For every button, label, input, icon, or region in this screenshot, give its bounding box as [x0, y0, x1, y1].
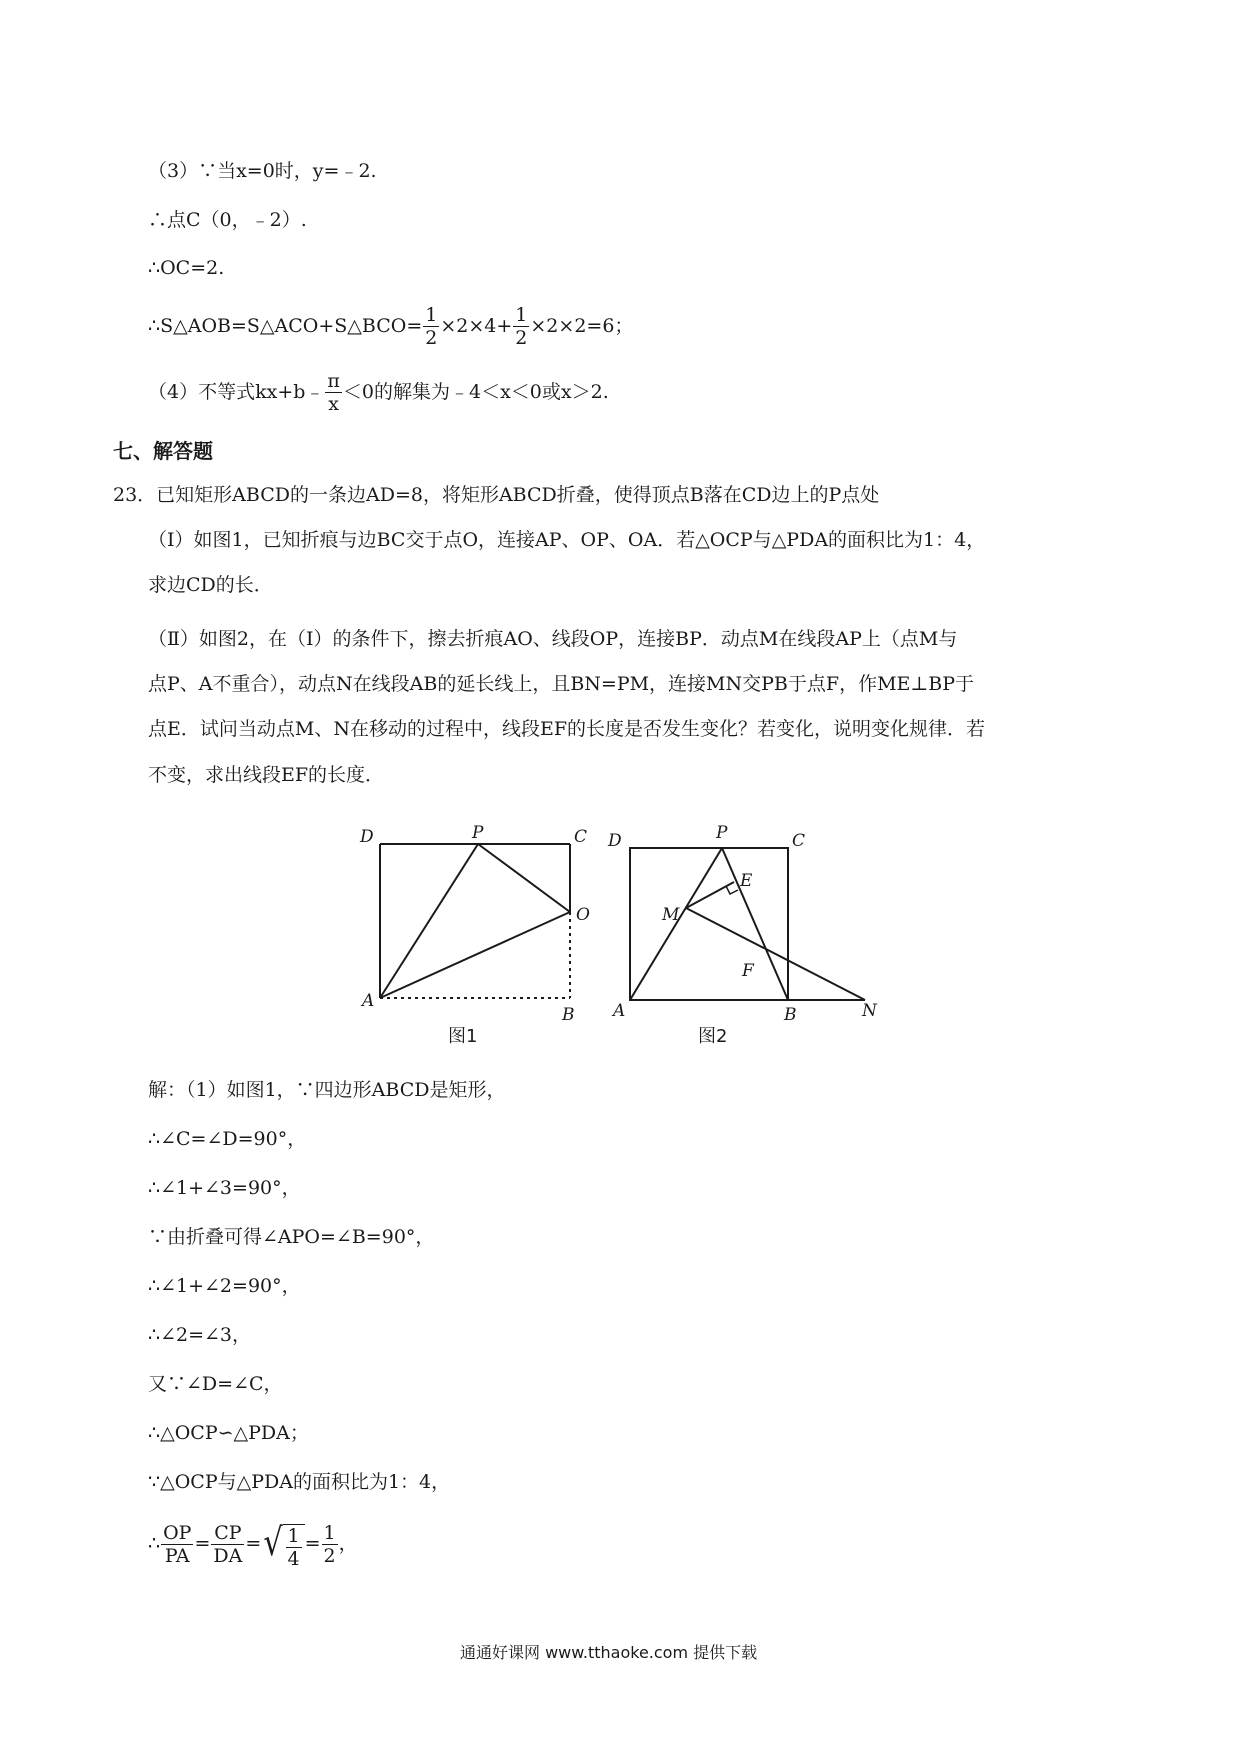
problem-line6: 点E．试问当动点M、N在移动的过程中，线段EF的长度是否发生变化？若变化，说明变化规律．若 — [148, 718, 986, 740]
solution-line7: 又∵∠D=∠C， — [148, 1373, 283, 1395]
area-frac1 — [423, 306, 439, 348]
problem-line7: 不变，求出线段EF的长度． — [148, 764, 385, 786]
fig2-segment-MN — [686, 908, 865, 1000]
sqrt-symbol: √ — [263, 1520, 284, 1564]
fig1-label-B: B — [562, 1005, 575, 1025]
part4-frac-den: x — [328, 393, 340, 415]
part3-line2: ∴点C（0，﹣2）. — [148, 209, 307, 231]
part4-frac — [325, 372, 342, 414]
fig1-segment-PO — [478, 844, 570, 912]
problem-line5: 点P、A不重合），动点N在线段AB的延长线上，且BN=PM，连接MN交PB于点F，作ME⊥BP于 — [148, 673, 975, 695]
ratio-frac2-num: CP — [211, 1524, 244, 1545]
part4-frac-num: π — [327, 370, 340, 392]
solution-line4: ∵由折叠可得∠APO=∠B=90°， — [148, 1226, 435, 1248]
area-end: ×2×2=6； — [530, 315, 634, 337]
solution-line9: ∵△OCP与△PDA的面积比为1：4， — [148, 1471, 451, 1493]
ratio-frac3-den: 2 — [323, 1544, 336, 1567]
problem-line3: 求边CD的长． — [148, 574, 273, 596]
fig2-label-M: M — [662, 905, 680, 925]
area-mid: ×2×4+ — [440, 315, 513, 337]
ratio-frac-op-pa — [161, 1521, 193, 1567]
fig2-label-A: A — [613, 1001, 626, 1021]
area-frac2-num: 1 — [515, 304, 528, 326]
fig2-label-D: D — [608, 831, 622, 851]
solution-line6: ∴∠2=∠3， — [148, 1324, 252, 1346]
solution-line1: 解：（1）如图1，∵四边形ABCD是矩形， — [148, 1079, 506, 1101]
fig2-label-N: N — [862, 1001, 877, 1021]
ratio-eq1: = — [194, 1532, 211, 1555]
fig1-label-A: A — [362, 991, 375, 1011]
fig1-label-C: C — [574, 827, 588, 847]
sqrt-frac-den: 4 — [287, 1548, 300, 1570]
figure1 — [380, 844, 570, 998]
part3-line3: ∴OC=2. — [148, 257, 225, 279]
ratio-frac-half — [322, 1521, 338, 1567]
sqrt-frac-num: 1 — [287, 1525, 300, 1547]
ratio-suffix: ， — [338, 1532, 358, 1555]
ratio-frac1-den: PA — [164, 1544, 190, 1567]
figures — [350, 820, 910, 1050]
fig2-label-P: P — [716, 823, 728, 843]
fig2-label-E: E — [740, 871, 753, 891]
ratio-frac2-den: DA — [213, 1544, 243, 1567]
fig2-caption: 图2 — [698, 1026, 728, 1047]
ratio-frac1-num: OP — [163, 1521, 192, 1544]
fig2-label-B: B — [784, 1005, 797, 1025]
area-frac1-num: 1 — [425, 304, 438, 326]
area-equation — [148, 306, 633, 348]
solution-line8: ∴△OCP∽△PDA； — [148, 1422, 309, 1444]
fig1-label-D: D — [360, 827, 374, 847]
ratio-sqrt — [261, 1520, 304, 1569]
problem-line2: （Ⅰ）如图1，已知折痕与边BC交于点O，连接AP、OP、OA．若△OCP与△PDA的面积比为1：4， — [148, 529, 986, 551]
area-frac2 — [513, 306, 529, 348]
area-frac2-den: 2 — [515, 327, 528, 349]
solution-line5: ∴∠1+∠2=90°， — [148, 1275, 301, 1297]
section-heading: 七、解答题 — [113, 439, 213, 463]
solution-line2: ∴∠C=∠D=90°， — [148, 1128, 307, 1150]
area-prefix: ∴S△AOB=S△ACO+S△BCO= — [148, 315, 423, 337]
ratio-frac3-num: 1 — [323, 1521, 336, 1544]
fig2-segment-PB — [722, 848, 788, 1000]
part3-line1: （3）∵当x=0时，y=﹣2. — [148, 160, 377, 182]
area-frac1-den: 2 — [425, 327, 438, 349]
fig2-right-angle-mark — [726, 886, 738, 894]
fig1-caption: 图1 — [448, 1026, 478, 1047]
fig1-label-O: O — [576, 905, 590, 925]
part4-line — [148, 372, 609, 414]
ratio-eq3: = — [304, 1532, 321, 1555]
part4-prefix: （4）不等式kx+b﹣ — [148, 381, 325, 403]
footer-text: 通通好课网 www.tthaoke.com 提供下载 — [460, 1643, 758, 1662]
problem-line1: 23．已知矩形ABCD的一条边AD=8，将矩形ABCD折叠，使得顶点B落在CD边上的P点处 — [113, 484, 880, 506]
ratio-equation — [148, 1520, 358, 1569]
fig2-label-C: C — [792, 831, 806, 851]
fig1-label-P: P — [472, 823, 484, 843]
ratio-frac-cp-da — [211, 1521, 244, 1567]
sqrt-frac — [286, 1527, 302, 1569]
solution-line3: ∴∠1+∠3=90°， — [148, 1177, 301, 1199]
ratio-eq2: = — [245, 1532, 262, 1555]
problem-line4: （Ⅱ）如图2，在（Ⅰ）的条件下，擦去折痕AO、线段OP，连接BP．动点M在线段AP上（点M与 — [148, 628, 958, 650]
sqrt-radicand — [283, 1524, 305, 1569]
part4-suffix: ＜0的解集为﹣4＜x＜0或x＞2. — [342, 381, 609, 403]
fig2-label-F: F — [742, 961, 754, 981]
ratio-prefix: ∴ — [148, 1532, 161, 1555]
